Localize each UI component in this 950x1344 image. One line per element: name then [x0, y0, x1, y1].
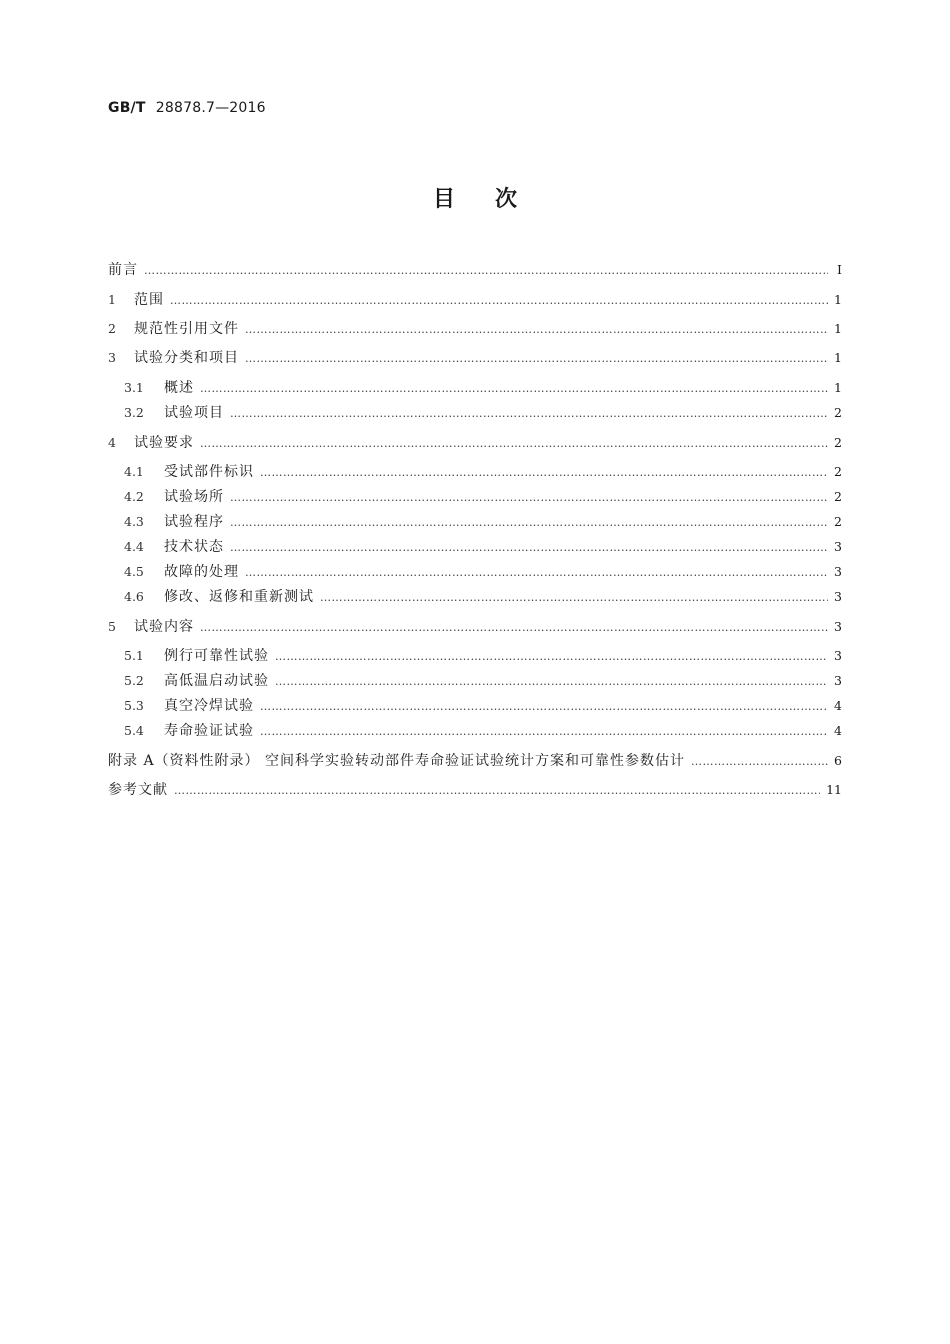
toc-entry-number: 3 [108, 350, 116, 365]
toc-entry-number: 4.3 [124, 514, 144, 529]
toc-entry[interactable] [124, 695, 842, 717]
toc-entry-label: 寿命验证试验 [164, 723, 254, 739]
toc-entry-label: 修改、返修和重新测试 [164, 589, 314, 605]
toc-entry[interactable] [124, 561, 842, 583]
toc-entry[interactable] [124, 536, 842, 558]
toc-entry-number: 4 [108, 435, 116, 450]
toc-entry-page: 2 [834, 489, 842, 504]
toc-entry-label: 例行可靠性试验 [164, 648, 269, 664]
toc-entry-label: 试验分类和项目 [134, 350, 239, 366]
dot-leader [230, 487, 828, 509]
dot-leader [174, 780, 820, 802]
toc-entry-page: 11 [826, 782, 842, 797]
dot-leader [245, 348, 828, 370]
toc-entry-label: 试验场所 [164, 489, 224, 505]
toc-entry-label: 前言 [108, 262, 138, 278]
toc-entry[interactable] [108, 318, 842, 340]
dot-leader [200, 378, 828, 400]
standard-prefix: GB/T [108, 100, 146, 116]
toc-entry-number: 5.4 [124, 723, 144, 738]
page-title: 目次 [432, 187, 557, 212]
toc-entry-label: 试验要求 [134, 435, 194, 451]
standard-number: 28878.7—2016 [155, 100, 266, 116]
toc-entry-number: 1 [108, 292, 116, 307]
toc-entry-page: 1 [834, 321, 842, 336]
toc-entry-number: 5 [108, 619, 116, 634]
dot-leader [200, 617, 828, 639]
toc-entry[interactable] [124, 645, 842, 667]
toc-entry-number: 5.3 [124, 698, 144, 713]
toc-entry-page: 2 [834, 405, 842, 420]
dot-leader [260, 696, 828, 718]
toc-entry-page: 1 [834, 292, 842, 307]
standard-code [108, 100, 266, 116]
toc-entry-label: 受试部件标识 [164, 464, 254, 480]
dot-leader [144, 260, 828, 282]
toc-entry[interactable] [124, 377, 842, 399]
toc-entry-number: 3.2 [124, 405, 144, 420]
toc-entry-number: 5.2 [124, 673, 144, 688]
dot-leader [275, 646, 828, 668]
dot-leader [230, 512, 828, 534]
toc-entry-page: 1 [834, 350, 842, 365]
toc-entry[interactable] [124, 402, 842, 424]
dot-leader [275, 671, 828, 693]
dot-leader [245, 319, 828, 341]
toc-entry-label: 试验内容 [134, 619, 194, 635]
toc-entry-page: 2 [834, 514, 842, 529]
toc-entry-page: 3 [834, 589, 842, 604]
dot-leader [320, 587, 828, 609]
toc-entry-page: 1 [834, 380, 842, 395]
toc-entry[interactable] [124, 720, 842, 742]
dot-leader [170, 290, 828, 312]
toc-entry-number: 5.1 [124, 648, 144, 663]
toc-entry-label: 真空冷焊试验 [164, 698, 254, 714]
toc-entry-label: 技术状态 [164, 539, 224, 555]
toc-entry[interactable] [124, 511, 842, 533]
toc-entry-label: 参考文献 [108, 782, 168, 798]
toc-entry[interactable] [108, 750, 842, 772]
toc-entry-number: 4.4 [124, 539, 144, 554]
toc-entry[interactable] [124, 586, 842, 608]
toc-entry-label: 附录 A（资料性附录） 空间科学实验转动部件寿命验证试验统计方案和可靠性参数估计 [108, 753, 686, 769]
toc-entry-label: 故障的处理 [164, 564, 239, 580]
dot-leader [200, 433, 828, 455]
dot-leader [691, 751, 828, 773]
dot-leader [260, 462, 828, 484]
toc-entry[interactable] [124, 670, 842, 692]
toc-entry-number: 4.6 [124, 589, 144, 604]
toc-entry-page: 3 [834, 564, 842, 579]
toc-entry-page: 3 [834, 648, 842, 663]
toc-entry-number: 2 [108, 321, 116, 336]
toc-entry-number: 4.5 [124, 564, 144, 579]
toc-entry-page: 6 [834, 753, 842, 768]
toc-entry[interactable] [124, 486, 842, 508]
toc-entry-page: 3 [834, 539, 842, 554]
toc-entry-number: 3.1 [124, 380, 144, 395]
toc-entry-label: 概述 [164, 380, 194, 396]
toc-entry-label: 试验项目 [164, 405, 224, 421]
toc-entry[interactable] [108, 259, 842, 281]
toc-entry-number: 4.2 [124, 489, 144, 504]
dot-leader [230, 537, 828, 559]
dot-leader [245, 562, 828, 584]
dot-leader [230, 403, 828, 425]
toc-entry-page: 3 [834, 619, 842, 634]
toc-entry-page: Ⅰ [837, 262, 842, 277]
toc-entry-page: 4 [834, 698, 842, 713]
toc-entry[interactable] [108, 289, 842, 311]
toc-entry[interactable] [124, 461, 842, 483]
toc-entry-page: 2 [834, 464, 842, 479]
toc-entry-number: 4.1 [124, 464, 144, 479]
toc-entry[interactable] [108, 779, 842, 801]
toc-entry[interactable] [108, 432, 842, 454]
toc-entry-label: 试验程序 [164, 514, 224, 530]
toc-entry[interactable] [108, 347, 842, 369]
dot-leader [260, 721, 828, 743]
toc-entry-page: 3 [834, 673, 842, 688]
toc-entry-page: 4 [834, 723, 842, 738]
toc-entry[interactable] [108, 616, 842, 638]
toc-entry-label: 规范性引用文件 [134, 321, 239, 337]
toc-entry-page: 2 [834, 435, 842, 450]
toc-entry-label: 范围 [134, 292, 164, 308]
toc-entry-label: 高低温启动试验 [164, 673, 269, 689]
